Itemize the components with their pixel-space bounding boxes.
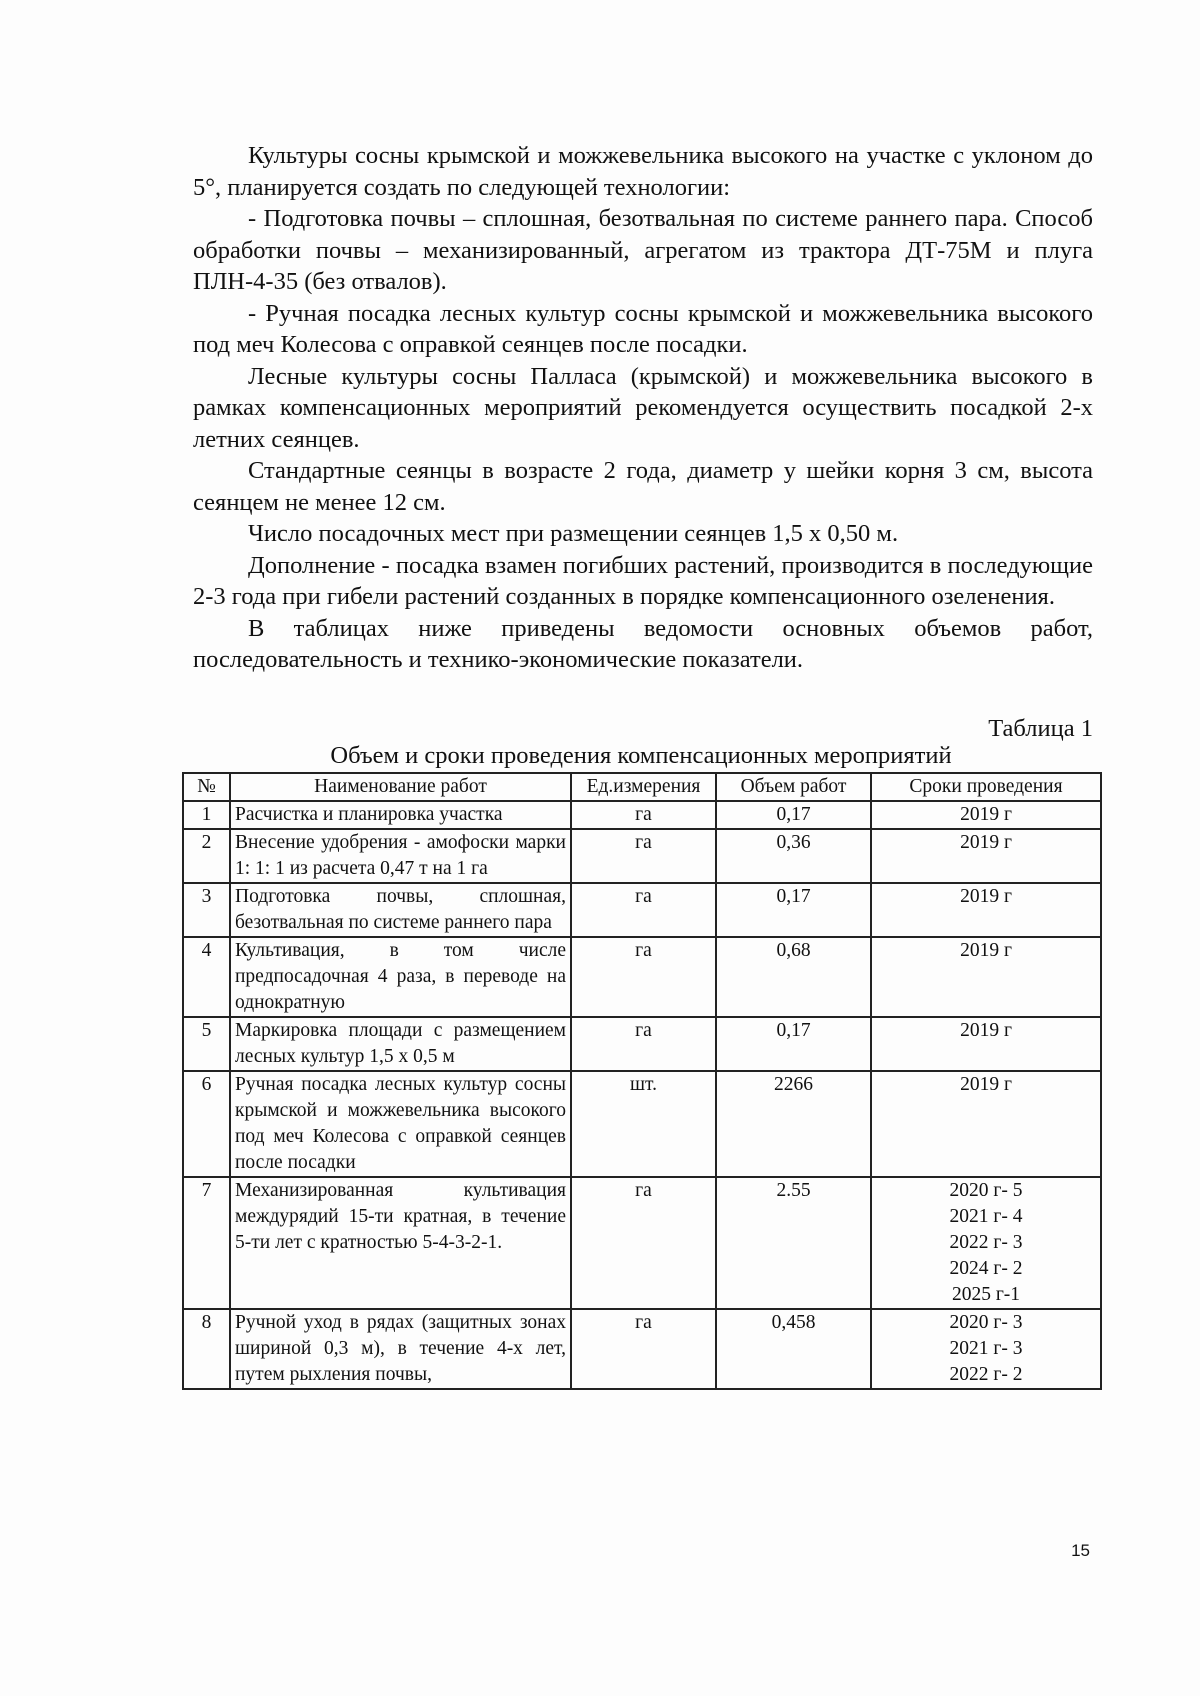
terms-cell xyxy=(871,1177,1101,1309)
table-row xyxy=(183,1177,1101,1309)
table-row xyxy=(183,801,1101,829)
paragraph: Число посадочных мест при размещении сеянцев 1,5 х 0,50 м. xyxy=(248,520,899,547)
paragraph: Культуры сосны крымской и можжевельника высокого на участке с уклоном до 5°, планируется создать по следующей технологии: xyxy=(193,142,1093,201)
unit-cell: га xyxy=(571,937,716,1017)
unit-cell: га xyxy=(571,1177,716,1309)
row-number: 1 xyxy=(183,801,230,829)
table-caption: Объем и сроки проведения компенсационных мероприятий xyxy=(330,742,952,769)
work-name: Маркировка площади с размещением лесных культур 1,5 х 0,5 м xyxy=(230,1017,571,1071)
term-line: 2021 г- 4 xyxy=(949,1206,1023,1227)
terms-cell xyxy=(871,1017,1101,1071)
term-line: 2019 г xyxy=(960,1074,1012,1095)
row-number: 8 xyxy=(183,1309,230,1389)
volume-cell: 2.55 xyxy=(716,1177,871,1309)
term-line: 2021 г- 3 xyxy=(949,1338,1023,1359)
paragraph: В таблицах ниже приведены ведомости основных объемов работ, последовательность и технико-экономические показатели. xyxy=(193,614,1093,673)
unit-cell: га xyxy=(571,1017,716,1071)
term-line: 2020 г- 5 xyxy=(949,1180,1023,1201)
table-row xyxy=(183,937,1101,1017)
volume-cell: 2266 xyxy=(716,1071,871,1177)
term-line: 2022 г- 3 xyxy=(949,1232,1023,1253)
volume-cell: 0,17 xyxy=(716,883,871,937)
unit-cell: га xyxy=(571,883,716,937)
volume-cell: 0,17 xyxy=(716,801,871,829)
header-unit: Ед.измерения xyxy=(571,773,716,801)
term-line: 2019 г xyxy=(960,832,1012,853)
table-label: Таблица 1 xyxy=(988,715,1093,742)
terms-cell xyxy=(871,1071,1101,1177)
table-row xyxy=(183,1017,1101,1071)
work-name: Ручной уход в рядах (защитных зонах шириной 0,3 м), в течение 4-х лет, путем рыхления почвы, xyxy=(230,1309,571,1389)
paragraph: - Ручная посадка лесных культур сосны крымской и можжевельника высокого под меч Колесова с оправкой сеянцев после посадки. xyxy=(193,299,1093,358)
header-terms: Сроки проведения xyxy=(871,773,1101,801)
row-number: 6 xyxy=(183,1071,230,1177)
paragraph: Лесные культуры сосны Палласа (крымской) и можжевельника высокого в рамках компенсационных мероприятий рекомендуется осуществить посадкой 2-х летних сеянцев. xyxy=(193,362,1093,453)
work-name: Расчистка и планировка участка xyxy=(230,801,571,829)
work-name: Механизированная культивация междурядий 15-ти кратная, в течение 5-ти лет с кратностью 5-4-3-2-1. xyxy=(230,1177,571,1309)
term-line: 2019 г xyxy=(960,804,1012,825)
terms-cell xyxy=(871,829,1101,883)
volume-cell: 0,458 xyxy=(716,1309,871,1389)
unit-cell: шт. xyxy=(571,1071,716,1177)
unit-cell: га xyxy=(571,829,716,883)
terms-cell xyxy=(871,1309,1101,1389)
term-line: 2024 г- 2 xyxy=(949,1258,1023,1279)
work-name: Ручная посадка лесных культур сосны крымской и можжевельника высокого под меч Колесова с оправкой сеянцев после посадки xyxy=(230,1071,571,1177)
term-line: 2020 г- 3 xyxy=(949,1312,1023,1333)
term-line: 2019 г xyxy=(960,886,1012,907)
terms-cell xyxy=(871,883,1101,937)
table-row xyxy=(183,883,1101,937)
terms-cell xyxy=(871,937,1101,1017)
volume-cell: 0,17 xyxy=(716,1017,871,1071)
work-name: Культивация, в том числе предпосадочная 4 раза, в переводе на однократную xyxy=(230,937,571,1017)
volume-cell: 0,68 xyxy=(716,937,871,1017)
term-line: 2019 г xyxy=(960,1020,1012,1041)
works-table xyxy=(182,772,1102,1390)
row-number: 4 xyxy=(183,937,230,1017)
table-row xyxy=(183,1071,1101,1177)
row-number: 5 xyxy=(183,1017,230,1071)
row-number: 2 xyxy=(183,829,230,883)
table-body xyxy=(183,801,1101,1389)
paragraph: - Подготовка почвы – сплошная, безотвальная по системе раннего пара. Способ обработки почвы – механизированный, агрегатом из трактора ДТ-75М и плуга ПЛН-4-35 (без отвалов). xyxy=(193,205,1093,295)
unit-cell: га xyxy=(571,1309,716,1389)
row-number: 3 xyxy=(183,883,230,937)
volume-cell: 0,36 xyxy=(716,829,871,883)
term-line: 2022 г- 2 xyxy=(949,1364,1023,1385)
header-name: Наименование работ xyxy=(230,773,571,801)
term-line: 2019 г xyxy=(960,940,1012,961)
header-volume: Объем работ xyxy=(716,773,871,801)
paragraph: Стандартные сеянцы в возрасте 2 года, диаметр у шейки корня 3 см, высота сеянцем не менее 12 см. xyxy=(193,457,1093,516)
work-name: Подготовка почвы, сплошная, безотвальная по системе раннего пара xyxy=(230,883,571,937)
header-num: № xyxy=(183,773,230,801)
table-header-row xyxy=(183,773,1101,801)
term-line: 2025 г-1 xyxy=(951,1284,1021,1305)
row-number: 7 xyxy=(183,1177,230,1309)
paragraph: Дополнение - посадка взамен погибших растений, производится в последующие 2-3 года при гибели растений созданных в порядке компенсационного озеленения. xyxy=(193,551,1093,610)
body-text xyxy=(193,140,1093,676)
unit-cell: га xyxy=(571,801,716,829)
terms-cell xyxy=(871,801,1101,829)
work-name: Внесение удобрения - амофоски марки 1: 1: 1 из расчета 0,47 т на 1 га xyxy=(230,829,571,883)
page-number: 15 xyxy=(1071,1541,1090,1560)
table-row xyxy=(183,1309,1101,1389)
table-row xyxy=(183,829,1101,883)
